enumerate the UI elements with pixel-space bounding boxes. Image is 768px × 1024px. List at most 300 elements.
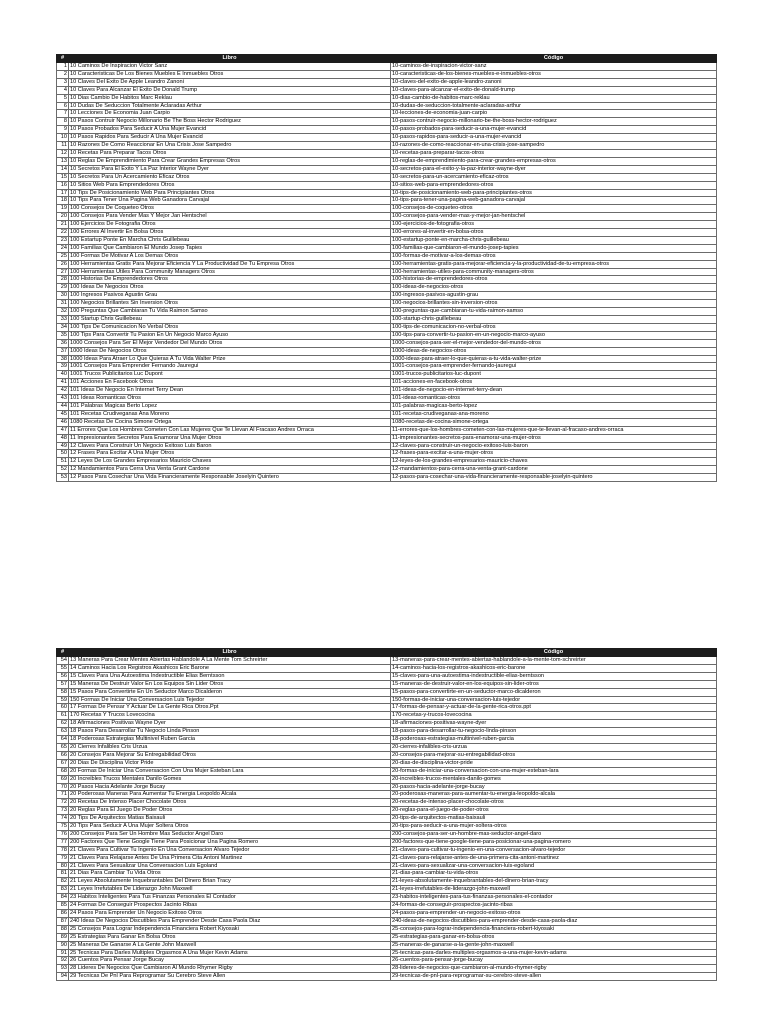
row-number: 28	[57, 276, 69, 284]
book-code-cell: 11-impresionantes-secretos-para-enamorar-una-mujer-otros	[391, 434, 717, 442]
book-title-cell: 10 Tips Para Tener Una Pagina Web Ganadora Carvajal	[69, 197, 391, 205]
book-title-cell: 20 Tips De Arquitectos Matias Baixauli	[69, 815, 391, 823]
book-code-cell: 100-consejos-para-vender-mas-y-mejor-jan-hentschel	[391, 213, 717, 221]
row-number: 41	[57, 379, 69, 387]
book-code-cell: 21-claves-para-relajarse-antes-de-una-primera-cita-antoni-martinez	[391, 854, 717, 862]
book-code-cell: 1000-consejos-para-ser-el-mejor-vendedor-del-mundo-otros	[391, 339, 717, 347]
row-number: 40	[57, 371, 69, 379]
table-row	[57, 664, 717, 672]
book-code-cell: 10-secretos-para-un-acercamiento-eficaz-otros	[391, 173, 717, 181]
row-number: 69	[57, 775, 69, 783]
book-title-cell: 100 Negocios Brillantes Sin Inversion Otros	[69, 300, 391, 308]
table-row	[57, 142, 717, 150]
table-row	[57, 292, 717, 300]
book-title-cell: 100 Startup Chris Guillebeau	[69, 316, 391, 324]
book-title-cell: 29 Tecnicas De Pnl Para Reprogramar Su Cerebro Steve Allen	[69, 973, 391, 981]
book-code-cell: 100-estartup-ponte-en-marcha-chris-guillebeau	[391, 236, 717, 244]
table-row	[57, 221, 717, 229]
book-code-cell: 10-reglas-de-emprendimiento-para-crear-grandes-empresas-otros	[391, 157, 717, 165]
book-title-cell: 11 Errores Que Los Hombres Cometen Con Las Mujeres Que Te Llevan Al Fracaso Andres Orraca	[69, 426, 391, 434]
book-code-cell: 101-acciones-en-facebook-otros	[391, 379, 717, 387]
table-row	[57, 728, 717, 736]
book-title-cell: 10 Dias Cambio De Habitos Marc Reklau	[69, 94, 391, 102]
book-code-cell: 10-pasos-probados-para-seducir-a-una-mujer-evancid	[391, 126, 717, 134]
table-row	[57, 363, 717, 371]
row-number: 35	[57, 331, 69, 339]
row-number: 80	[57, 862, 69, 870]
table-row	[57, 197, 717, 205]
book-title-cell: 21 Claves Para Cultivar Tu Ingenio En Una Conversacion Alvaro Tejedor	[69, 846, 391, 854]
book-title-cell: 10 Razones De Como Reaccionar En Una Crisis Jose Sampedro	[69, 142, 391, 150]
book-code-cell: 25-maneras-de-ganarse-a-la-gente-john-maxwell	[391, 941, 717, 949]
book-title-cell: 20 Tips Para Seducir A Una Mujer Soltera Otros	[69, 823, 391, 831]
row-number: 43	[57, 395, 69, 403]
row-number: 26	[57, 260, 69, 268]
book-code-cell: 1001-consejos-para-emprender-fernando-jauregui	[391, 363, 717, 371]
book-title-cell: 100 Familias Que Cambiaron El Mundo Josep Tapies	[69, 244, 391, 252]
table-row	[57, 205, 717, 213]
row-number: 67	[57, 759, 69, 767]
row-number: 90	[57, 941, 69, 949]
book-code-cell: 15-pasos-para-convertirte-en-un-seductor-marco-dicalderon	[391, 688, 717, 696]
book-code-cell: 10-dudas-de-seduccion-totalmente-aclaradas-arthur	[391, 102, 717, 110]
row-number: 32	[57, 308, 69, 316]
book-title-cell: 20 Formas De Iniciar Una Conversacion Con Una Mujer Esteban Lara	[69, 767, 391, 775]
book-title-cell: 100 Ejercicios De Fotografia Otros	[69, 221, 391, 229]
book-code-cell: 15-maneras-de-destruir-valor-en-los-equipos-sin-lider-otros	[391, 680, 717, 688]
book-code-cell: 10-pasos-rapidos-para-seducir-a-una-mujer-evancid	[391, 134, 717, 142]
book-title-cell: 100 Tips Para Convertir Tu Pasion En Un Negocio Marco Ayuso	[69, 331, 391, 339]
book-title-cell: 100 Herramientas Utiles Para Community Managers Otros	[69, 268, 391, 276]
row-number: 62	[57, 720, 69, 728]
table-row	[57, 965, 717, 973]
book-code-cell: 25-consejos-para-lograr-independencia-financiera-robert-kiyosaki	[391, 925, 717, 933]
table-row	[57, 925, 717, 933]
table-row	[57, 783, 717, 791]
table-row	[57, 910, 717, 918]
table-row	[57, 917, 717, 925]
header-number: #	[57, 55, 69, 63]
book-title-cell: 1000 Ideas De Negocios Otros	[69, 347, 391, 355]
table-row	[57, 70, 717, 78]
book-code-cell: 26-cuentos-para-pensar-jorge-bucay	[391, 957, 717, 965]
book-title-cell: 1000 Ideas Para Atraer Lo Que Quieras A Tu Vida Walter Prize	[69, 355, 391, 363]
book-code-cell: 15-claves-para-una-autoestima-indestructible-elias-berntsson	[391, 672, 717, 680]
book-code-cell: 13-maneras-para-crear-mentes-abiertas-hablandole-a-la-mente-tom-schreirter	[391, 657, 717, 665]
row-number: 64	[57, 736, 69, 744]
book-title-cell: 25 Tecnicas Para Darles Multiples Orgasmos A Una Mujer Kevin Adams	[69, 949, 391, 957]
table-row	[57, 118, 717, 126]
book-code-cell: 18-poderosas-estrategias-multinivel-ruben-garcia	[391, 736, 717, 744]
row-number: 17	[57, 189, 69, 197]
table-row	[57, 379, 717, 387]
book-title-cell: 20 Poderosas Maneras Para Aumentar Tu Energia Leopoldo Alcala	[69, 791, 391, 799]
book-code-cell: 100-herramientas-utiles-para-community-managers-otros	[391, 268, 717, 276]
book-code-cell: 20-formas-de-iniciar-una-conversacion-con-una-mujer-esteban-lara	[391, 767, 717, 775]
book-code-cell: 18-pasos-para-desarrollar-tu-negocio-linda-pinson	[391, 728, 717, 736]
table-row	[57, 815, 717, 823]
book-code-cell: 101-palabras-magicas-berto-lopez	[391, 402, 717, 410]
book-code-cell: 20-poderosas-maneras-para-aumentar-tu-energia-leopoldo-alcala	[391, 791, 717, 799]
book-title-cell: 10 Secretos Para Un Acercamiento Eficaz Otros	[69, 173, 391, 181]
book-code-cell: 20-recetas-de-intenso-placer-chocolate-otros	[391, 799, 717, 807]
table-row	[57, 474, 717, 482]
table-row	[57, 236, 717, 244]
book-title-cell: 20 Recetas De Intenso Placer Chocolate Otros	[69, 799, 391, 807]
row-number: 25	[57, 252, 69, 260]
row-number: 76	[57, 830, 69, 838]
row-number: 38	[57, 355, 69, 363]
book-code-cell: 20-consejos-para-mejorar-su-entregabilidad-otros	[391, 751, 717, 759]
table-row	[57, 957, 717, 965]
book-title-cell: 15 Pasos Para Convertirte En Un Seductor Marco Dicalderon	[69, 688, 391, 696]
row-number: 44	[57, 402, 69, 410]
book-title-cell: 20 Dias De Disciplina Victor Pride	[69, 759, 391, 767]
table-row	[57, 94, 717, 102]
book-title-cell: 100 Preguntas Que Cambiaran Tu Vida Raimon Samso	[69, 308, 391, 316]
table-row	[57, 252, 717, 260]
book-title-cell: 10 Tips De Posicionamiento Web Para Principiantes Otros	[69, 189, 391, 197]
table-row	[57, 165, 717, 173]
book-title-cell: 10 Claves Para Alcanzar El Exito De Donald Trump	[69, 86, 391, 94]
book-code-cell: 10-caracteristicas-de-los-bienes-muebles-e-inmuebles-otros	[391, 70, 717, 78]
book-title-cell: 20 Pasos Hacia Adelante Jorge Bucay	[69, 783, 391, 791]
row-number: 91	[57, 949, 69, 957]
book-title-cell: 12 Leyes De Los Grandes Empresarios Mauricio Chaves	[69, 458, 391, 466]
book-code-cell: 100-ingresos-pasivos-agustin-grau	[391, 292, 717, 300]
table-row	[57, 110, 717, 118]
book-title-cell: 21 Claves Para Sexualizar Una Conversacion Luis Egoland	[69, 862, 391, 870]
book-table-page-2	[56, 648, 717, 981]
row-number: 89	[57, 933, 69, 941]
row-number: 79	[57, 854, 69, 862]
book-code-cell: 20-tips-para-seducir-a-una-mujer-soltera-otros	[391, 823, 717, 831]
table-row	[57, 894, 717, 902]
row-number: 34	[57, 323, 69, 331]
header-codigo: Código	[391, 649, 717, 657]
book-table-page-1	[56, 54, 717, 482]
row-number: 11	[57, 142, 69, 150]
table-row	[57, 308, 717, 316]
row-number: 58	[57, 688, 69, 696]
book-title-cell: 12 Claves Para Construir Un Negocio Exitoso Luis Baron	[69, 442, 391, 450]
row-number: 13	[57, 157, 69, 165]
book-code-cell: 10-pasos-contruir-negocio-millonario-be-the-boss-hector-rodriguez	[391, 118, 717, 126]
book-title-cell: 100 Consejos Para Vender Mas Y Mejor Jan Hentschel	[69, 213, 391, 221]
book-title-cell: 14 Caminos Hacia Los Registros Akashicos Eric Barone	[69, 664, 391, 672]
book-title-cell: 24 Pasos Para Emprender Un Negocio Exitoso Otros	[69, 910, 391, 918]
book-code-cell: 100-preguntas-que-cambiaran-tu-vida-raimon-samso	[391, 308, 717, 316]
row-number: 66	[57, 751, 69, 759]
table-row	[57, 157, 717, 165]
book-code-cell: 101-ideas-romanticas-otros	[391, 395, 717, 403]
table-row	[57, 886, 717, 894]
book-code-cell: 100-herramientas-gratis-para-mejorar-eficiencia-y-la-productividad-de-tu-empresa-otros	[391, 260, 717, 268]
book-code-cell: 10-recetas-para-preparar-tacos-otros	[391, 149, 717, 157]
row-number: 14	[57, 165, 69, 173]
book-code-cell: 20-pasos-hacia-adelante-jorge-bucay	[391, 783, 717, 791]
book-code-cell: 25-estrategias-para-ganar-en-bolsa-otros	[391, 933, 717, 941]
book-code-cell: 101-ideas-de-negocio-en-internet-terry-dean	[391, 387, 717, 395]
book-title-cell: 1001 Consejos Para Emprender Fernando Jauregui	[69, 363, 391, 371]
row-number: 7	[57, 110, 69, 118]
book-code-cell: 100-ejercicios-de-fotografia-otros	[391, 221, 717, 229]
row-number: 57	[57, 680, 69, 688]
row-number: 68	[57, 767, 69, 775]
table-row	[57, 331, 717, 339]
table-row	[57, 173, 717, 181]
table-row	[57, 838, 717, 846]
book-code-cell: 21-claves-para-sexualizar-una-conversacion-luis-egoland	[391, 862, 717, 870]
book-title-cell: 10 Pasos Rapidos Para Seducir A Una Mujer Evancid	[69, 134, 391, 142]
table-row	[57, 466, 717, 474]
table-row	[57, 688, 717, 696]
table-row	[57, 426, 717, 434]
book-title-cell: 10 Caracteristicas De Los Bienes Muebles E Inmuebles Otros	[69, 70, 391, 78]
table-row	[57, 878, 717, 886]
book-title-cell: 23 Habitos Inteligentes Para Tus Finanzas Personales El Contador	[69, 894, 391, 902]
row-number: 33	[57, 316, 69, 324]
table-header-row	[57, 55, 717, 63]
table-row	[57, 347, 717, 355]
book-code-cell: 25-tecnicas-para-darles-multiples-orgasmos-a-una-mujer-kevin-adams	[391, 949, 717, 957]
book-title-cell: 21 Claves Para Relajarse Antes De Una Primera Cita Antoni Martinez	[69, 854, 391, 862]
book-code-cell: 100-formas-de-motivar-a-los-demas-otros	[391, 252, 717, 260]
book-code-cell: 10-caminos-de-inspiracion-victor-sanz	[391, 63, 717, 71]
row-number: 18	[57, 197, 69, 205]
row-number: 55	[57, 664, 69, 672]
row-number: 86	[57, 910, 69, 918]
row-number: 6	[57, 102, 69, 110]
table-row	[57, 751, 717, 759]
book-title-cell: 240 Ideas De Negocios Discutibles Para Emprender Desde Casa Paola Diaz	[69, 917, 391, 925]
book-code-cell: 200-consejos-para-ser-un-hombre-mas-seductor-angel-daro	[391, 830, 717, 838]
book-title-cell: 12 Frases Para Excitar A Una Mujer Otros	[69, 450, 391, 458]
table-row	[57, 862, 717, 870]
table-row	[57, 791, 717, 799]
row-number: 61	[57, 712, 69, 720]
book-code-cell: 14-caminos-hacia-los-registros-akashicos-eric-barone	[391, 664, 717, 672]
table-row	[57, 442, 717, 450]
row-number: 50	[57, 450, 69, 458]
book-code-cell: 21-leyes-irrefutables-de-liderazgo-john-maxwell	[391, 886, 717, 894]
book-title-cell: 200 Consejos Para Ser Un Hombre Mas Seductor Angel Daro	[69, 830, 391, 838]
book-title-cell: 100 Ideas De Negocios Otros	[69, 284, 391, 292]
book-title-cell: 101 Ideas Romanticas Otros	[69, 395, 391, 403]
row-number: 94	[57, 973, 69, 981]
row-number: 92	[57, 957, 69, 965]
row-number: 77	[57, 838, 69, 846]
header-codigo: Código	[391, 55, 717, 63]
row-number: 53	[57, 474, 69, 482]
book-title-cell: 101 Acciones En Facebook Otros	[69, 379, 391, 387]
table-row	[57, 973, 717, 981]
table-row	[57, 268, 717, 276]
table-row	[57, 775, 717, 783]
book-code-cell: 1080-recetas-de-cocina-simone-ortega	[391, 418, 717, 426]
row-number: 78	[57, 846, 69, 854]
book-code-cell: 20-cierres-infalibles-cris-urzua	[391, 743, 717, 751]
book-code-cell: 20-dias-de-disciplina-victor-pride	[391, 759, 717, 767]
book-code-cell: 10-razones-de-como-reaccionar-en-una-crisis-jose-sampedro	[391, 142, 717, 150]
table-row	[57, 743, 717, 751]
book-code-cell: 10-sitios-web-para-emprendedores-otros	[391, 181, 717, 189]
book-title-cell: 21 Leyes Irrefutables De Liderazgo John Maxwell	[69, 886, 391, 894]
book-code-cell: 24-pasos-para-emprender-un-negocio-exitoso-otros	[391, 910, 717, 918]
book-title-cell: 10 Pasos Contruir Negocio Millonario Be The Boss Hector Rodriguez	[69, 118, 391, 126]
book-code-cell: 20-tips-de-arquitectos-matias-baixauli	[391, 815, 717, 823]
book-title-cell: 10 Reglas De Emprendimiento Para Crear Grandes Empresas Otros	[69, 157, 391, 165]
row-number: 56	[57, 672, 69, 680]
table-row	[57, 949, 717, 957]
table-row	[57, 902, 717, 910]
row-number: 52	[57, 466, 69, 474]
table-row	[57, 434, 717, 442]
row-number: 74	[57, 815, 69, 823]
book-title-cell: 101 Palabras Magicas Berto Lopez	[69, 402, 391, 410]
book-code-cell: 12-leyes-de-los-grandes-empresarios-mauricio-chaves	[391, 458, 717, 466]
book-code-cell: 100-startup-chris-guillebeau	[391, 316, 717, 324]
book-code-cell: 20-reglas-para-el-juego-de-poder-otros	[391, 807, 717, 815]
row-number: 71	[57, 791, 69, 799]
row-number: 36	[57, 339, 69, 347]
book-title-cell: 100 Herramientas Gratis Para Mejorar Eficiencia Y La Productividad De Tu Empresa Otros	[69, 260, 391, 268]
table-row	[57, 854, 717, 862]
table-body	[57, 63, 717, 482]
row-number: 60	[57, 704, 69, 712]
book-code-cell: 12-mandamientos-para-cerra-una-venta-grant-cardone	[391, 466, 717, 474]
book-code-cell: 10-tips-para-tener-una-pagina-web-ganadora-carvajal	[391, 197, 717, 205]
book-title-cell: 25 Maneras De Ganarse A La Gente John Maxwell	[69, 941, 391, 949]
row-number: 12	[57, 149, 69, 157]
table-row	[57, 696, 717, 704]
table-row	[57, 63, 717, 71]
row-number: 9	[57, 126, 69, 134]
book-code-cell: 12-claves-para-construir-un-negocio-exitoso-luis-baron	[391, 442, 717, 450]
book-title-cell: 100 Estartup Ponte En Marcha Chris Guillebeau	[69, 236, 391, 244]
book-title-cell: 20 Increibles Trucos Mentales Danilo Gomes	[69, 775, 391, 783]
book-code-cell: 21-claves-para-cultivar-tu-ingenio-en-una-conversacion-alvaro-tejedor	[391, 846, 717, 854]
book-title-cell: 21 Dias Para Cambiar Tu Vida Otros	[69, 870, 391, 878]
book-title-cell: 12 Mandamientos Para Cerra Una Venta Grant Cardone	[69, 466, 391, 474]
book-title-cell: 10 Recetas Para Preparar Tacos Otros	[69, 149, 391, 157]
book-code-cell: 10-tips-de-posicionamiento-web-para-principiantes-otros	[391, 189, 717, 197]
book-title-cell: 24 Formas De Conseguir Prospectos Jacinto Ribas	[69, 902, 391, 910]
table-row	[57, 244, 717, 252]
book-title-cell: 100 Consejos De Coqueteo Otros	[69, 205, 391, 213]
table-row	[57, 78, 717, 86]
table-row	[57, 712, 717, 720]
table-row	[57, 323, 717, 331]
book-code-cell: 100-tips-para-convertir-tu-pasion-en-un-negocio-marco-ayuso	[391, 331, 717, 339]
book-title-cell: 100 Errores Al Invertir En Bolsa Otros	[69, 229, 391, 237]
row-number: 22	[57, 229, 69, 237]
row-number: 85	[57, 902, 69, 910]
book-code-cell: 100-negocios-brillantes-sin-inversion-otros	[391, 300, 717, 308]
book-title-cell: 18 Pasos Para Desarrollar Tu Negocio Linda Pinson	[69, 728, 391, 736]
book-title-cell: 10 Dudas De Seduccion Totalmente Aclaradas Arthur	[69, 102, 391, 110]
book-title-cell: 100 Historias De Emprendedores Otros	[69, 276, 391, 284]
table-row	[57, 86, 717, 94]
row-number: 83	[57, 886, 69, 894]
row-number: 29	[57, 284, 69, 292]
row-number: 24	[57, 244, 69, 252]
table-row	[57, 181, 717, 189]
book-code-cell: 24-formas-de-conseguir-prospectos-jacinto-ribas	[391, 902, 717, 910]
row-number: 20	[57, 213, 69, 221]
book-title-cell: 25 Consejos Para Lograr Independencia Financiera Robert Kiyosaki	[69, 925, 391, 933]
table-row	[57, 823, 717, 831]
table-row	[57, 102, 717, 110]
table-row	[57, 300, 717, 308]
book-title-cell: 21 Leyes Absolutamente Inquebrantables Del Dinero Brian Tracy	[69, 878, 391, 886]
book-code-cell: 100-tips-de-comunicacion-no-verbal-otros	[391, 323, 717, 331]
book-title-cell: 25 Estrategias Para Ganar En Bolsa Otros	[69, 933, 391, 941]
book-code-cell: 1000-ideas-para-atraer-lo-que-quieras-a-tu-vida-walter-prize	[391, 355, 717, 363]
table-body	[57, 657, 717, 981]
table-row	[57, 941, 717, 949]
table-row	[57, 229, 717, 237]
book-title-cell: 10 Pasos Probados Para Seducir A Una Mujer Evancid	[69, 126, 391, 134]
row-number: 75	[57, 823, 69, 831]
book-title-cell: 150 Formas De Iniciar Una Conversacion Luis Tejedor	[69, 696, 391, 704]
row-number: 70	[57, 783, 69, 791]
book-code-cell: 100-familias-que-cambiaron-el-mundo-josep-tapies	[391, 244, 717, 252]
table-row	[57, 339, 717, 347]
row-number: 42	[57, 387, 69, 395]
row-number: 46	[57, 418, 69, 426]
book-code-cell: 10-lecciones-de-economia-juan-carpio	[391, 110, 717, 118]
book-title-cell: 10 Sitios Web Para Emprendedores Otros	[69, 181, 391, 189]
header-libro: Libro	[69, 55, 391, 63]
row-number: 73	[57, 807, 69, 815]
table-row	[57, 355, 717, 363]
book-title-cell: 11 Impresionantes Secretos Para Enamorar Una Mujer Otros	[69, 434, 391, 442]
book-title-cell: 1001 Trucos Publicitarios Luc Dupont	[69, 371, 391, 379]
row-number: 15	[57, 173, 69, 181]
row-number: 47	[57, 426, 69, 434]
book-code-cell: 29-tecnicas-de-pnl-para-reprogramar-su-cerebro-steve-allen	[391, 973, 717, 981]
table-row	[57, 846, 717, 854]
book-title-cell: 100 Ingresos Pasivos Agustin Grau	[69, 292, 391, 300]
book-code-cell: 28-lideres-de-negocios-que-cambiaron-al-mundo-rhymer-rigby	[391, 965, 717, 973]
row-number: 63	[57, 728, 69, 736]
book-code-cell: 10-dias-cambio-de-habitos-marc-reklau	[391, 94, 717, 102]
book-code-cell: 100-consejos-de-coqueteo-otros	[391, 205, 717, 213]
table-row	[57, 759, 717, 767]
table-row	[57, 260, 717, 268]
book-code-cell: 100-errores-al-invertir-en-bolsa-otros	[391, 229, 717, 237]
row-number: 65	[57, 743, 69, 751]
row-number: 54	[57, 657, 69, 665]
row-number: 31	[57, 300, 69, 308]
table-row	[57, 213, 717, 221]
row-number: 2	[57, 70, 69, 78]
book-code-cell: 17-formas-de-pensar-y-actuar-de-la-gente-rica-otros.ppt	[391, 704, 717, 712]
book-code-cell: 10-claves-del-exito-de-apple-leandro-zanoni	[391, 78, 717, 86]
book-title-cell: 1080 Recetas De Cocina Simone Ortega	[69, 418, 391, 426]
row-number: 1	[57, 63, 69, 71]
row-number: 37	[57, 347, 69, 355]
book-title-cell: 10 Secretos Para El Exito Y La Paz Interior Wayne Dyer	[69, 165, 391, 173]
row-number: 8	[57, 118, 69, 126]
book-title-cell: 15 Claves Para Una Autoestima Indestructible Elias Berntsson	[69, 672, 391, 680]
book-code-cell: 100-historias-de-emprendedores-otros	[391, 276, 717, 284]
book-title-cell: 10 Lecciones De Economia Juan Carpio	[69, 110, 391, 118]
book-code-cell: 240-ideas-de-negocios-discutibles-para-emprender-desde-casa-paola-diaz	[391, 917, 717, 925]
row-number: 59	[57, 696, 69, 704]
table-row	[57, 830, 717, 838]
